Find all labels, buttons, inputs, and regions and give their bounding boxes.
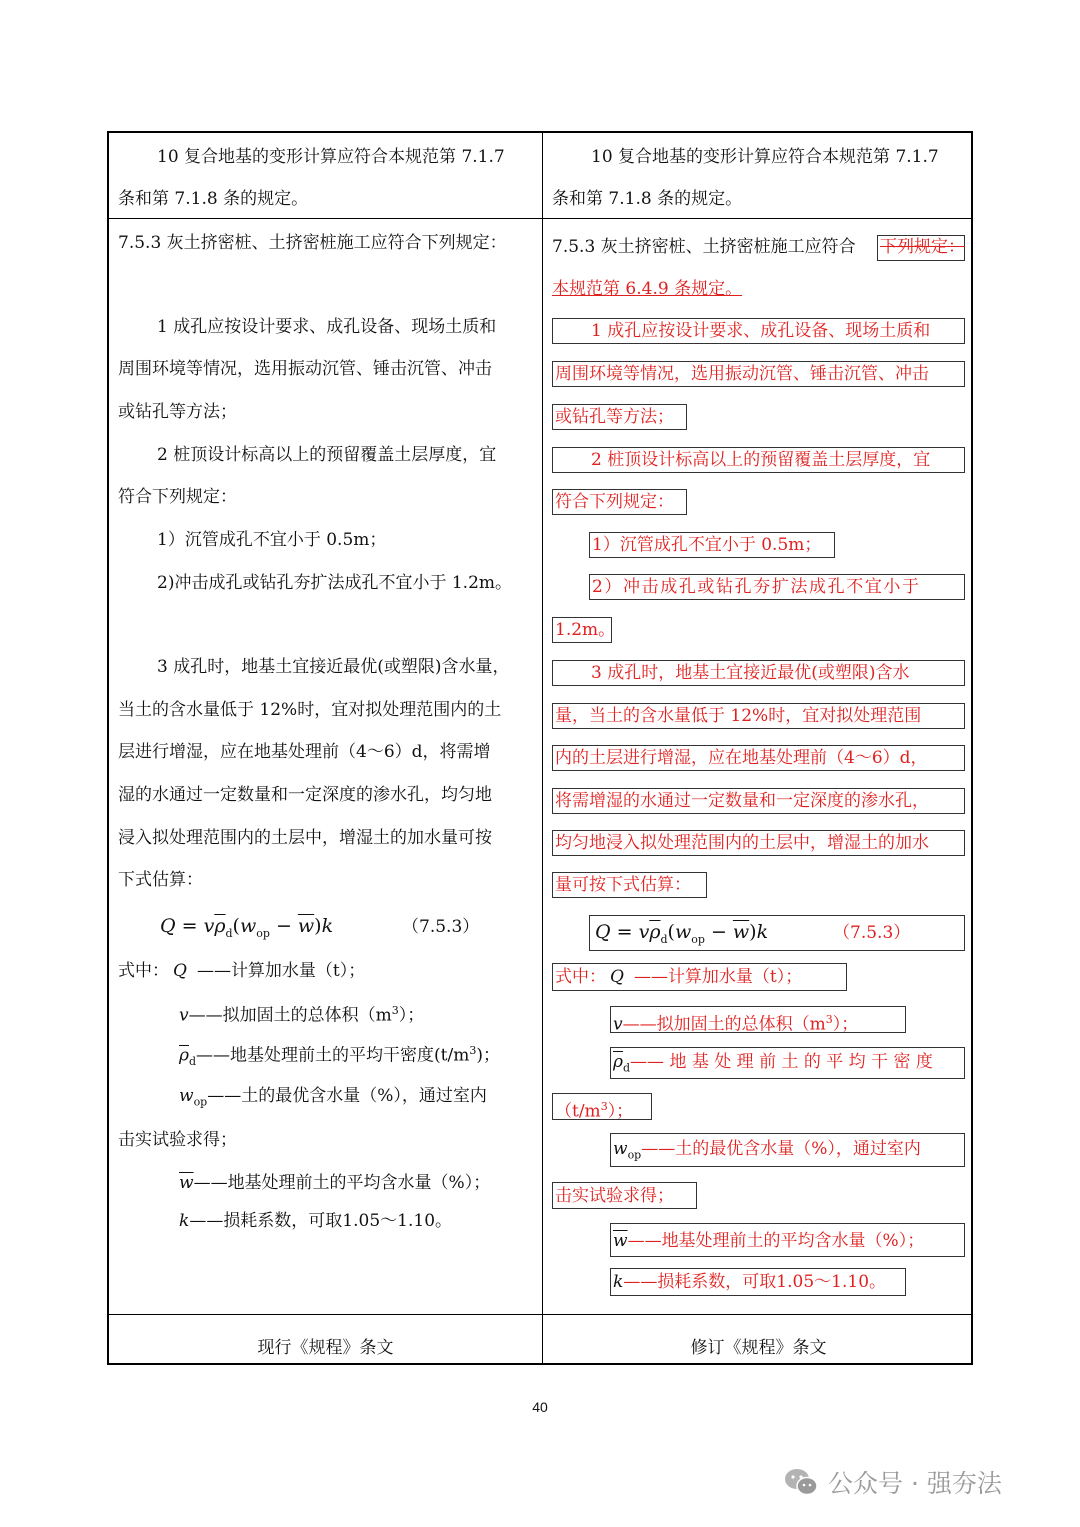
left-p2-line: 符合下列规定： — [118, 487, 237, 507]
right-p2-item: 2）冲击成孔或钻孔夯扩法成孔不宜小于 — [592, 577, 921, 597]
right-row1-line1: 10 复合地基的变形计算应符合本规范第 7.1.7 — [591, 147, 939, 167]
right-p1-line: 周围环境等情况，选用振动沉管、锤击沉管、冲击 — [555, 364, 929, 384]
right-def-rho: $\overline{\rho}_d——$ 地 基 处 理 前 土 的 平 均 干 密 度 — [613, 1052, 933, 1075]
left-equation: $Q = v\overline{\rho}_d(w_{op} - \overline{w})k$ — [160, 915, 334, 940]
left-def-Q: 式中： Q ——计算加水量（t）； — [118, 961, 366, 981]
left-row1-line2: 条和第 7.1.8 条的规定。 — [118, 189, 309, 209]
watermark — [784, 1462, 1002, 1502]
left-p3-line: 浸入拟处理范围内的土层中，增湿土的加水量可按 — [118, 828, 492, 848]
page-number: 40 — [532, 1399, 548, 1415]
left-p2-item: 1）沉管成孔不宜小于 0.5m； — [157, 530, 387, 550]
left-p2-line: 2 桩顶设计标高以上的预留覆盖土层厚度，宜 — [157, 445, 497, 465]
left-p1-line: 1 成孔应按设计要求、成孔设备、现场土质和 — [157, 317, 497, 337]
right-p3-line: 将需增湿的水通过一定数量和一定深度的渗水孔， — [555, 791, 929, 811]
right-clause-heading: 7.5.3 灰土挤密桩、土挤密桩施工应符合 — [552, 237, 856, 257]
left-p3-line: 当土的含水量低于 12%时，宜对拟处理范围内的土 — [118, 700, 502, 720]
left-def-wop: $w_{op}——$土的最优含水量（%），通过室内 — [179, 1086, 487, 1109]
right-equation: $Q = v\overline{\rho}_d(w_{op} - \overline{w})k$ — [595, 921, 769, 946]
left-column-caption: 现行《规程》条文 — [257, 1337, 394, 1358]
right-def-v: v——拟加固土的总体积$(m^3)$； — [613, 1013, 859, 1035]
right-p2-line: 符合下列规定： — [555, 492, 674, 512]
left-def-rho: $\overline{\rho}_d——$地基处理前土的平均干密度$(t/m^3)$； — [179, 1044, 500, 1069]
right-equation-number: （7.5.3） — [833, 923, 911, 943]
left-p1-line: 或钻孔等方法； — [118, 402, 237, 422]
left-p3-line: 湿的水通过一定数量和一定深度的渗水孔，均匀地 — [118, 785, 492, 805]
left-p3-line: 层进行增湿，应在地基处理前（4～6）d，将需增 — [118, 742, 491, 762]
left-equation-number: （7.5.3） — [402, 917, 480, 937]
row-divider — [109, 1314, 971, 1315]
right-p1-line: 1 成孔应按设计要求、成孔设备、现场土质和 — [591, 321, 931, 341]
right-def-w: $\overline{w}——$地基处理前土的平均含水量（%）； — [613, 1231, 925, 1251]
right-p2-item: 1）沉管成孔不宜小于 0.5m； — [592, 535, 822, 555]
right-def-wop-cont: 击实试验求得； — [555, 1186, 674, 1206]
left-p3-line: 下式估算： — [118, 870, 203, 890]
left-def-k: k——损耗系数，可取1.05～1.10。 — [179, 1211, 453, 1231]
right-def-Q: 式中： Q ——计算加水量（t）； — [555, 967, 803, 987]
right-p3-line: 3 成孔时，地基土宜接近最优(或塑限)含水 — [591, 663, 910, 683]
left-p3-line: 3 成孔时，地基土宜接近最优(或塑限)含水量， — [157, 657, 510, 677]
right-p1-line: 或钻孔等方法； — [555, 407, 674, 427]
row-divider — [109, 218, 971, 219]
right-def-wop: $w_{op}——$土的最优含水量（%），通过室内 — [613, 1139, 921, 1162]
left-row1-line1: 10 复合地基的变形计算应符合本规范第 7.1.7 — [157, 147, 505, 167]
left-def-wop-cont: 击实试验求得； — [118, 1130, 237, 1150]
comparison-table — [107, 131, 973, 1365]
left-p2-item: 2)冲击成孔或钻孔夯扩法成孔不宜小于 1.2m。 — [157, 573, 513, 593]
left-clause-heading: 7.5.3 灰土挤密桩、土挤密桩施工应符合下列规定： — [118, 233, 507, 253]
right-clause-added: 本规范第 6.4.9 条规定。 — [552, 279, 743, 299]
right-p3-line: 量可按下式估算： — [555, 875, 691, 895]
wechat-icon — [784, 1467, 818, 1497]
left-def-w: $\overline{w}——$地基处理前土的平均含水量（%）； — [179, 1173, 491, 1193]
right-p3-line: 量，当土的含水量低于 12%时，宜对拟处理范围 — [555, 706, 922, 726]
right-def-k: k——损耗系数，可取1.05～1.10。 — [613, 1272, 887, 1292]
right-p2-item-cont: 1.2m。 — [555, 620, 616, 640]
right-p2-line: 2 桩顶设计标高以上的预留覆盖土层厚度，宜 — [591, 450, 931, 470]
right-row1-line2: 条和第 7.1.8 条的规定。 — [552, 189, 743, 209]
watermark-text: 公众号 · 强夯法 — [828, 1469, 1002, 1498]
right-p3-line: 内的土层进行增湿，应在地基处理前（4～6）d， — [555, 748, 928, 768]
right-column-caption: 修订《规程》条文 — [690, 1337, 827, 1358]
column-divider — [542, 133, 543, 1363]
left-def-v: v——拟加固土的总体积$(m^3)$； — [179, 1004, 425, 1026]
right-p3-line: 均匀地浸入拟处理范围内的土层中，增湿土的加水 — [555, 833, 929, 853]
right-def-rho-cont: $(t/m^3)$； — [555, 1100, 634, 1122]
left-p1-line: 周围环境等情况，选用振动沉管、锤击沉管、冲击 — [118, 359, 492, 379]
right-clause-deleted: 下列规定： — [880, 237, 965, 257]
